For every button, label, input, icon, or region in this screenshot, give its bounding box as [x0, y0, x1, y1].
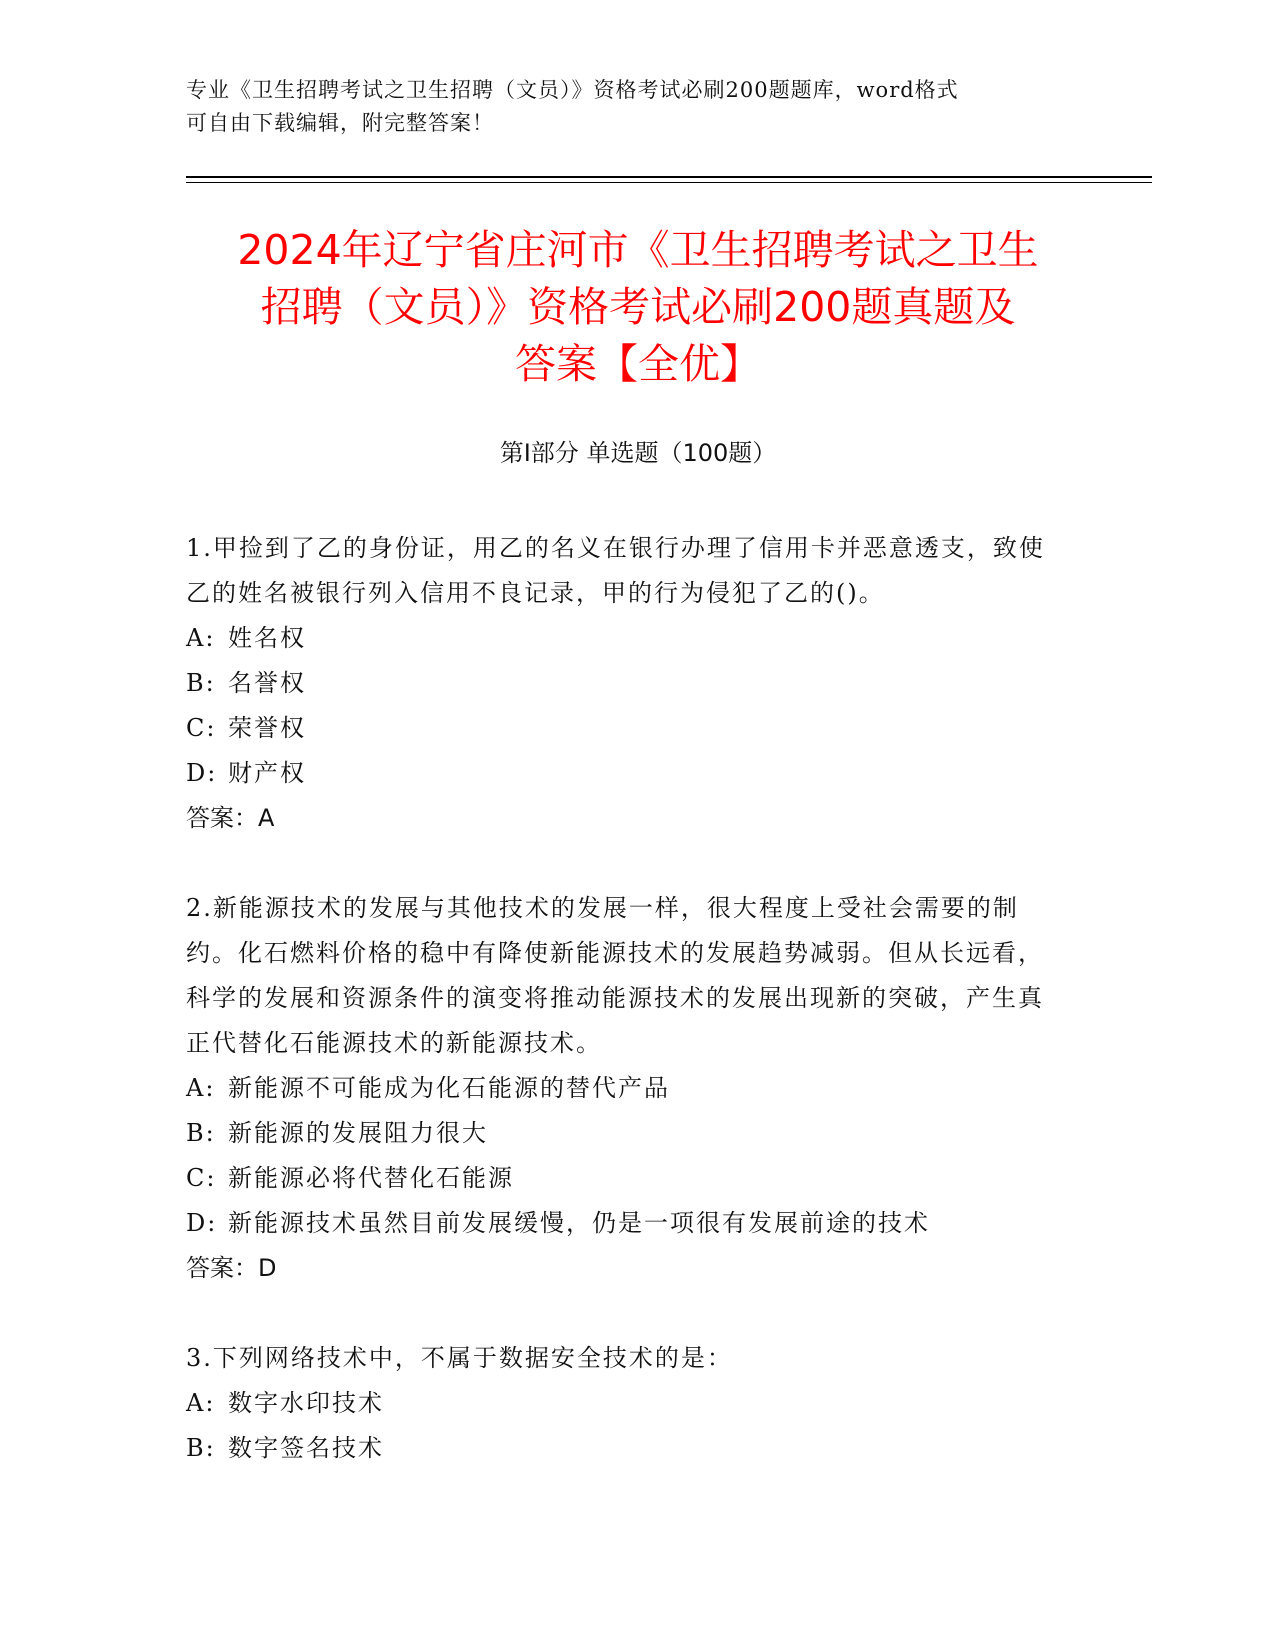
question-2 — [186, 886, 1056, 1291]
header-note-line-2: 可自由下载编辑，附完整答案！ — [186, 111, 494, 135]
option-a — [186, 616, 1056, 661]
option-key: B: — [186, 1434, 216, 1462]
document-title-line-3: 答案【全优】 — [515, 340, 761, 388]
option-text: 财产权 — [228, 759, 306, 787]
question-list — [186, 526, 1056, 1516]
header-note — [186, 74, 1086, 140]
option-text: 新能源不可能成为化石能源的替代产品 — [228, 1074, 670, 1102]
option-text: 名誉权 — [228, 669, 306, 697]
option-b — [186, 661, 1056, 706]
option-key: A: — [186, 1074, 216, 1102]
option-key: C: — [186, 1164, 217, 1192]
document-title — [186, 222, 1090, 393]
option-key: A: — [186, 624, 216, 652]
option-c — [186, 706, 1056, 751]
option-a — [186, 1381, 1056, 1426]
header-divider-thick — [186, 176, 1152, 178]
option-key: C: — [186, 714, 217, 742]
answer: 答案：A — [186, 804, 275, 832]
question-stem: 2.新能源技术的发展与其他技术的发展一样，很大程度上受社会需要的制约。化石燃料价格的稳中有降使新能源技术的发展趋势减弱。但从长远看，科学的发展和资源条件的演变将推动能源技术的发展出现新的突破，产生真正代替化石能源技术的新能源技术。 — [186, 894, 1044, 1057]
question-3 — [186, 1336, 1056, 1471]
question-stem: 1.甲捡到了乙的身份证，用乙的名义在银行办理了信用卡并恶意透支，致使乙的姓名被银行列入信用不良记录，甲的行为侵犯了乙的()。 — [186, 534, 1045, 607]
option-b — [186, 1111, 1056, 1156]
option-a — [186, 1066, 1056, 1111]
option-key: B: — [186, 1119, 216, 1147]
option-key: B: — [186, 669, 216, 697]
option-key: D: — [186, 1209, 218, 1237]
option-text: 数字水印技术 — [228, 1389, 384, 1417]
header-divider-thin — [186, 182, 1152, 183]
option-key: A: — [186, 1389, 216, 1417]
header-note-line-1: 专业《卫生招聘考试之卫生招聘（文员）》资格考试必刷200题题库，word格式 — [186, 78, 959, 102]
option-text: 新能源必将代替化石能源 — [228, 1164, 514, 1192]
option-key: D: — [186, 759, 218, 787]
question-1 — [186, 526, 1056, 841]
option-text: 新能源的发展阻力很大 — [228, 1119, 488, 1147]
option-b — [186, 1426, 1056, 1471]
question-stem: 3.下列网络技术中，不属于数据安全技术的是： — [186, 1344, 733, 1372]
option-text: 数字签名技术 — [228, 1434, 384, 1462]
section-heading: 第I部分 单选题（100题） — [499, 439, 777, 467]
answer: 答案：D — [186, 1254, 277, 1282]
option-c — [186, 1156, 1056, 1201]
option-d — [186, 751, 1056, 796]
document-title-line-2: 招聘（文员）》资格考试必刷200题真题及 — [260, 283, 1016, 331]
document-title-line-1: 2024年辽宁省庄河市《卫生招聘考试之卫生 — [237, 226, 1039, 274]
option-text: 新能源技术虽然目前发展缓慢，仍是一项很有发展前途的技术 — [228, 1209, 930, 1237]
option-text: 荣誉权 — [228, 714, 306, 742]
option-text: 姓名权 — [228, 624, 306, 652]
option-d — [186, 1201, 1056, 1246]
